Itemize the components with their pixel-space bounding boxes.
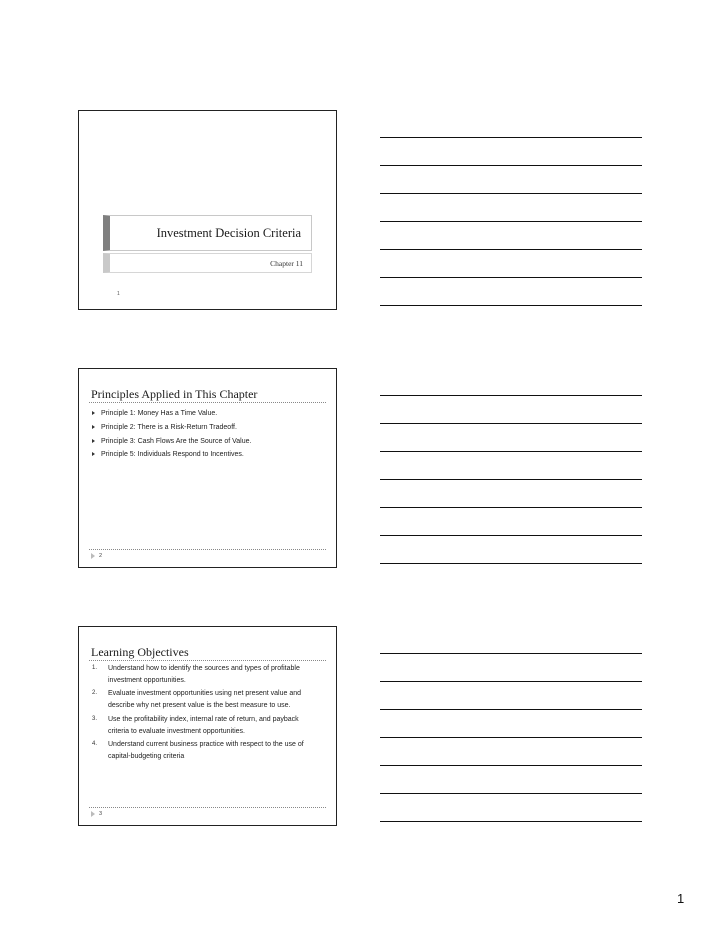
list-item-text: Understand current business practice with respect to the use of capital-budgeting criteria (108, 740, 304, 760)
list-item (91, 435, 327, 449)
note-line (380, 277, 642, 278)
note-line (380, 249, 642, 250)
note-line (380, 535, 642, 536)
slide-1 (78, 110, 337, 310)
list-item-text: Understand how to identify the sources and types of profitable investment opportunities. (108, 665, 300, 684)
note-line (380, 423, 642, 424)
slide-number: 3 (99, 811, 103, 817)
numbered-list (91, 663, 321, 764)
note-line (380, 479, 642, 480)
bullet-arrow-icon (92, 411, 95, 415)
list-item (91, 714, 321, 738)
slide-title: Learning Objectives (91, 645, 189, 659)
note-line (380, 765, 642, 766)
list-item-text: Principle 2: There is a Risk-Return Tradeoff. (101, 423, 237, 431)
footer-arrow-icon (91, 553, 95, 559)
note-line (380, 165, 642, 166)
list-item (91, 407, 327, 421)
slide-2 (78, 368, 337, 568)
bullet-list (91, 407, 327, 462)
slide-title: Investment Decision Criteria (156, 225, 301, 240)
bullet-arrow-icon (92, 425, 95, 429)
list-item (91, 688, 321, 712)
note-line (380, 305, 642, 306)
bullet-arrow-icon (92, 452, 95, 456)
list-item-number: 2. (92, 690, 98, 697)
footer-divider (89, 549, 326, 550)
note-line (380, 737, 642, 738)
slide-3 (78, 626, 337, 826)
list-item-text: Principle 5: Individuals Respond to Incentives. (101, 451, 244, 459)
list-item-text: Evaluate investment opportunities using net present value and describe why net present value is the best measure to use. (108, 690, 302, 710)
list-item-text: Principle 1: Money Has a Time Value. (101, 410, 218, 417)
list-item-number: 3. (92, 715, 98, 722)
title-box (103, 215, 312, 251)
note-line (380, 709, 642, 710)
footer-divider (89, 807, 326, 808)
note-line (380, 221, 642, 222)
title-divider (89, 402, 326, 403)
title-divider (89, 660, 326, 661)
list-item-number: 1. (92, 665, 98, 671)
slide-number: 2 (99, 553, 103, 559)
list-item-text: Principle 3: Cash Flows Are the Source of Value. (101, 437, 252, 445)
note-line (380, 681, 642, 682)
note-line (380, 563, 642, 564)
list-item-text: Use the profitability index, internal rate of return, and payback criteria to evaluate investment opportunities. (108, 715, 299, 735)
note-line (380, 137, 642, 138)
note-line (380, 821, 642, 822)
list-item (91, 739, 321, 763)
note-line (380, 653, 642, 654)
list-item-number: 4. (92, 740, 98, 747)
slide-number: 1 (117, 291, 120, 297)
note-line (380, 395, 642, 396)
slide-subtitle: Chapter 11 (270, 258, 303, 268)
page-number: 1 (677, 891, 685, 906)
note-line (380, 193, 642, 194)
list-item (91, 421, 327, 435)
note-line (380, 507, 642, 508)
list-item (91, 448, 327, 462)
slide-title: Principles Applied in This Chapter (91, 387, 258, 401)
subtitle-box (103, 253, 312, 273)
footer-arrow-icon (91, 811, 95, 817)
bullet-arrow-icon (92, 439, 95, 443)
note-line (380, 451, 642, 452)
list-item (91, 663, 321, 687)
note-line (380, 793, 642, 794)
